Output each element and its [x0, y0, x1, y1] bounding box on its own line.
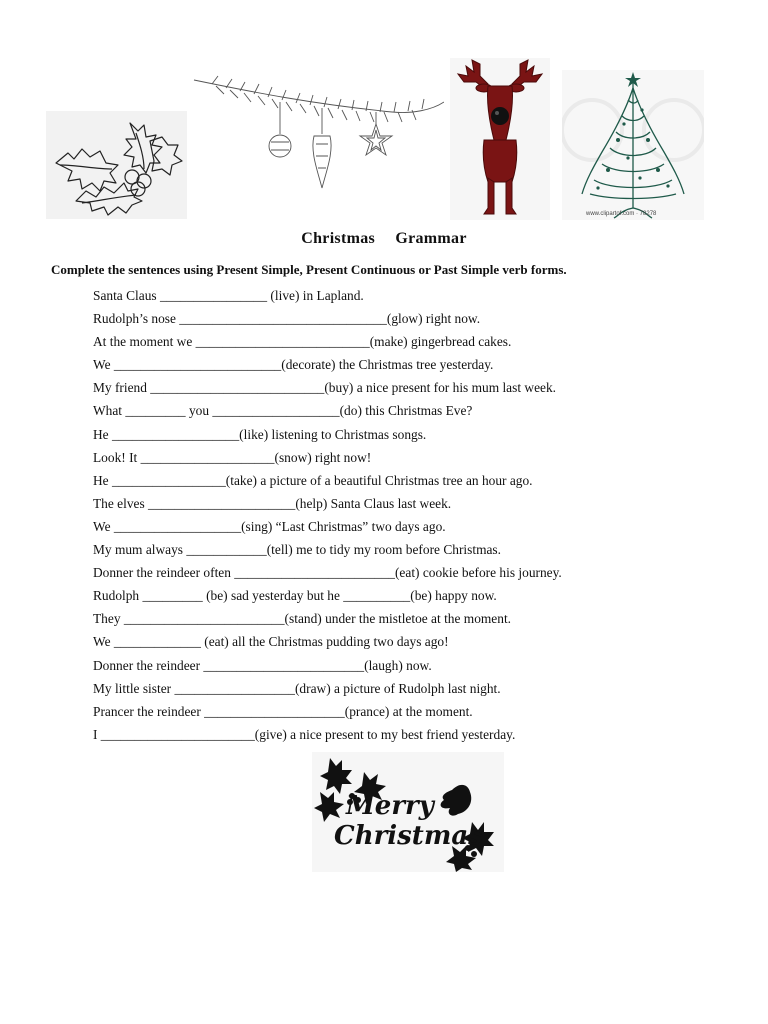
exercise-sentence: My mum always ____________(tell) me to tidy my room before Christmas.	[93, 542, 501, 558]
exercise-sentence: He _________________(take) a picture of a beautiful Christmas tree an hour ago.	[93, 472, 533, 488]
exercise-sentence: My little sister __________________(draw) a picture of Rudolph last night.	[93, 680, 501, 696]
title-christmas: Christmas	[301, 230, 376, 247]
exercise-sentence: What _________ you ___________________(do) this Christmas Eve?	[93, 403, 473, 419]
page-title	[0, 230, 768, 248]
exercise-sentence: Donner the reindeer often ________________________(eat) cookie before his journey.	[93, 565, 562, 581]
merry-christmas-illustration	[312, 752, 504, 872]
pine-branch-ornaments-illustration	[192, 72, 444, 192]
exercise-sentence: Santa Claus ________________ (live) in Lapland.	[93, 288, 364, 303]
exercise-sentence: My friend __________________________(buy) a nice present for his mum last week.	[93, 380, 557, 396]
exercise-sentence: I _______________________(give) a nice present to my best friend yesterday.	[93, 726, 516, 742]
merry-text: Merry	[346, 791, 434, 821]
christmas-tree-illustration	[562, 70, 704, 220]
exercise-sentence: We _____________ (eat) all the Christmas pudding two days ago!	[93, 634, 449, 650]
title-grammar: Grammar	[395, 230, 467, 247]
christmas-text: Christmas	[334, 821, 483, 851]
exercise-sentence: Rudolph’s nose _______________________________(glow) right now.	[93, 311, 481, 327]
exercise-sentence: Look! It ____________________(snow) right now!	[93, 449, 372, 465]
exercise-sentence: They ________________________(stand) under the mistletoe at the moment.	[93, 611, 512, 627]
tree-image-credit: www.clipartof.com · 78278	[586, 211, 657, 217]
exercise-sentence: We _________________________(decorate) the Christmas tree yesterday.	[93, 357, 494, 373]
exercise-sentence: At the moment we __________________________(make) gingerbread cakes.	[93, 334, 512, 350]
exercise-sentence: He ___________________(like) listening to Christmas songs.	[93, 426, 427, 442]
exercise-sentence: Prancer the reindeer _____________________(prance) at the moment.	[93, 703, 473, 719]
instructions: Complete the sentences using Present Simple, Present Continuous or Past Simple verb forms.	[51, 262, 567, 277]
holly-illustration	[46, 111, 187, 219]
exercise-sentence: We ___________________(sing) “Last Christmas” two days ago.	[93, 518, 446, 534]
exercise-sentence: The elves ______________________(help) Santa Claus last week.	[93, 495, 452, 511]
exercise-sentence: Rudolph _________ (be) sad yesterday but he __________(be) happy now.	[93, 588, 497, 604]
reindeer-illustration	[450, 58, 550, 220]
exercise-sentence: Donner the reindeer ________________________(laugh) now.	[93, 657, 432, 673]
